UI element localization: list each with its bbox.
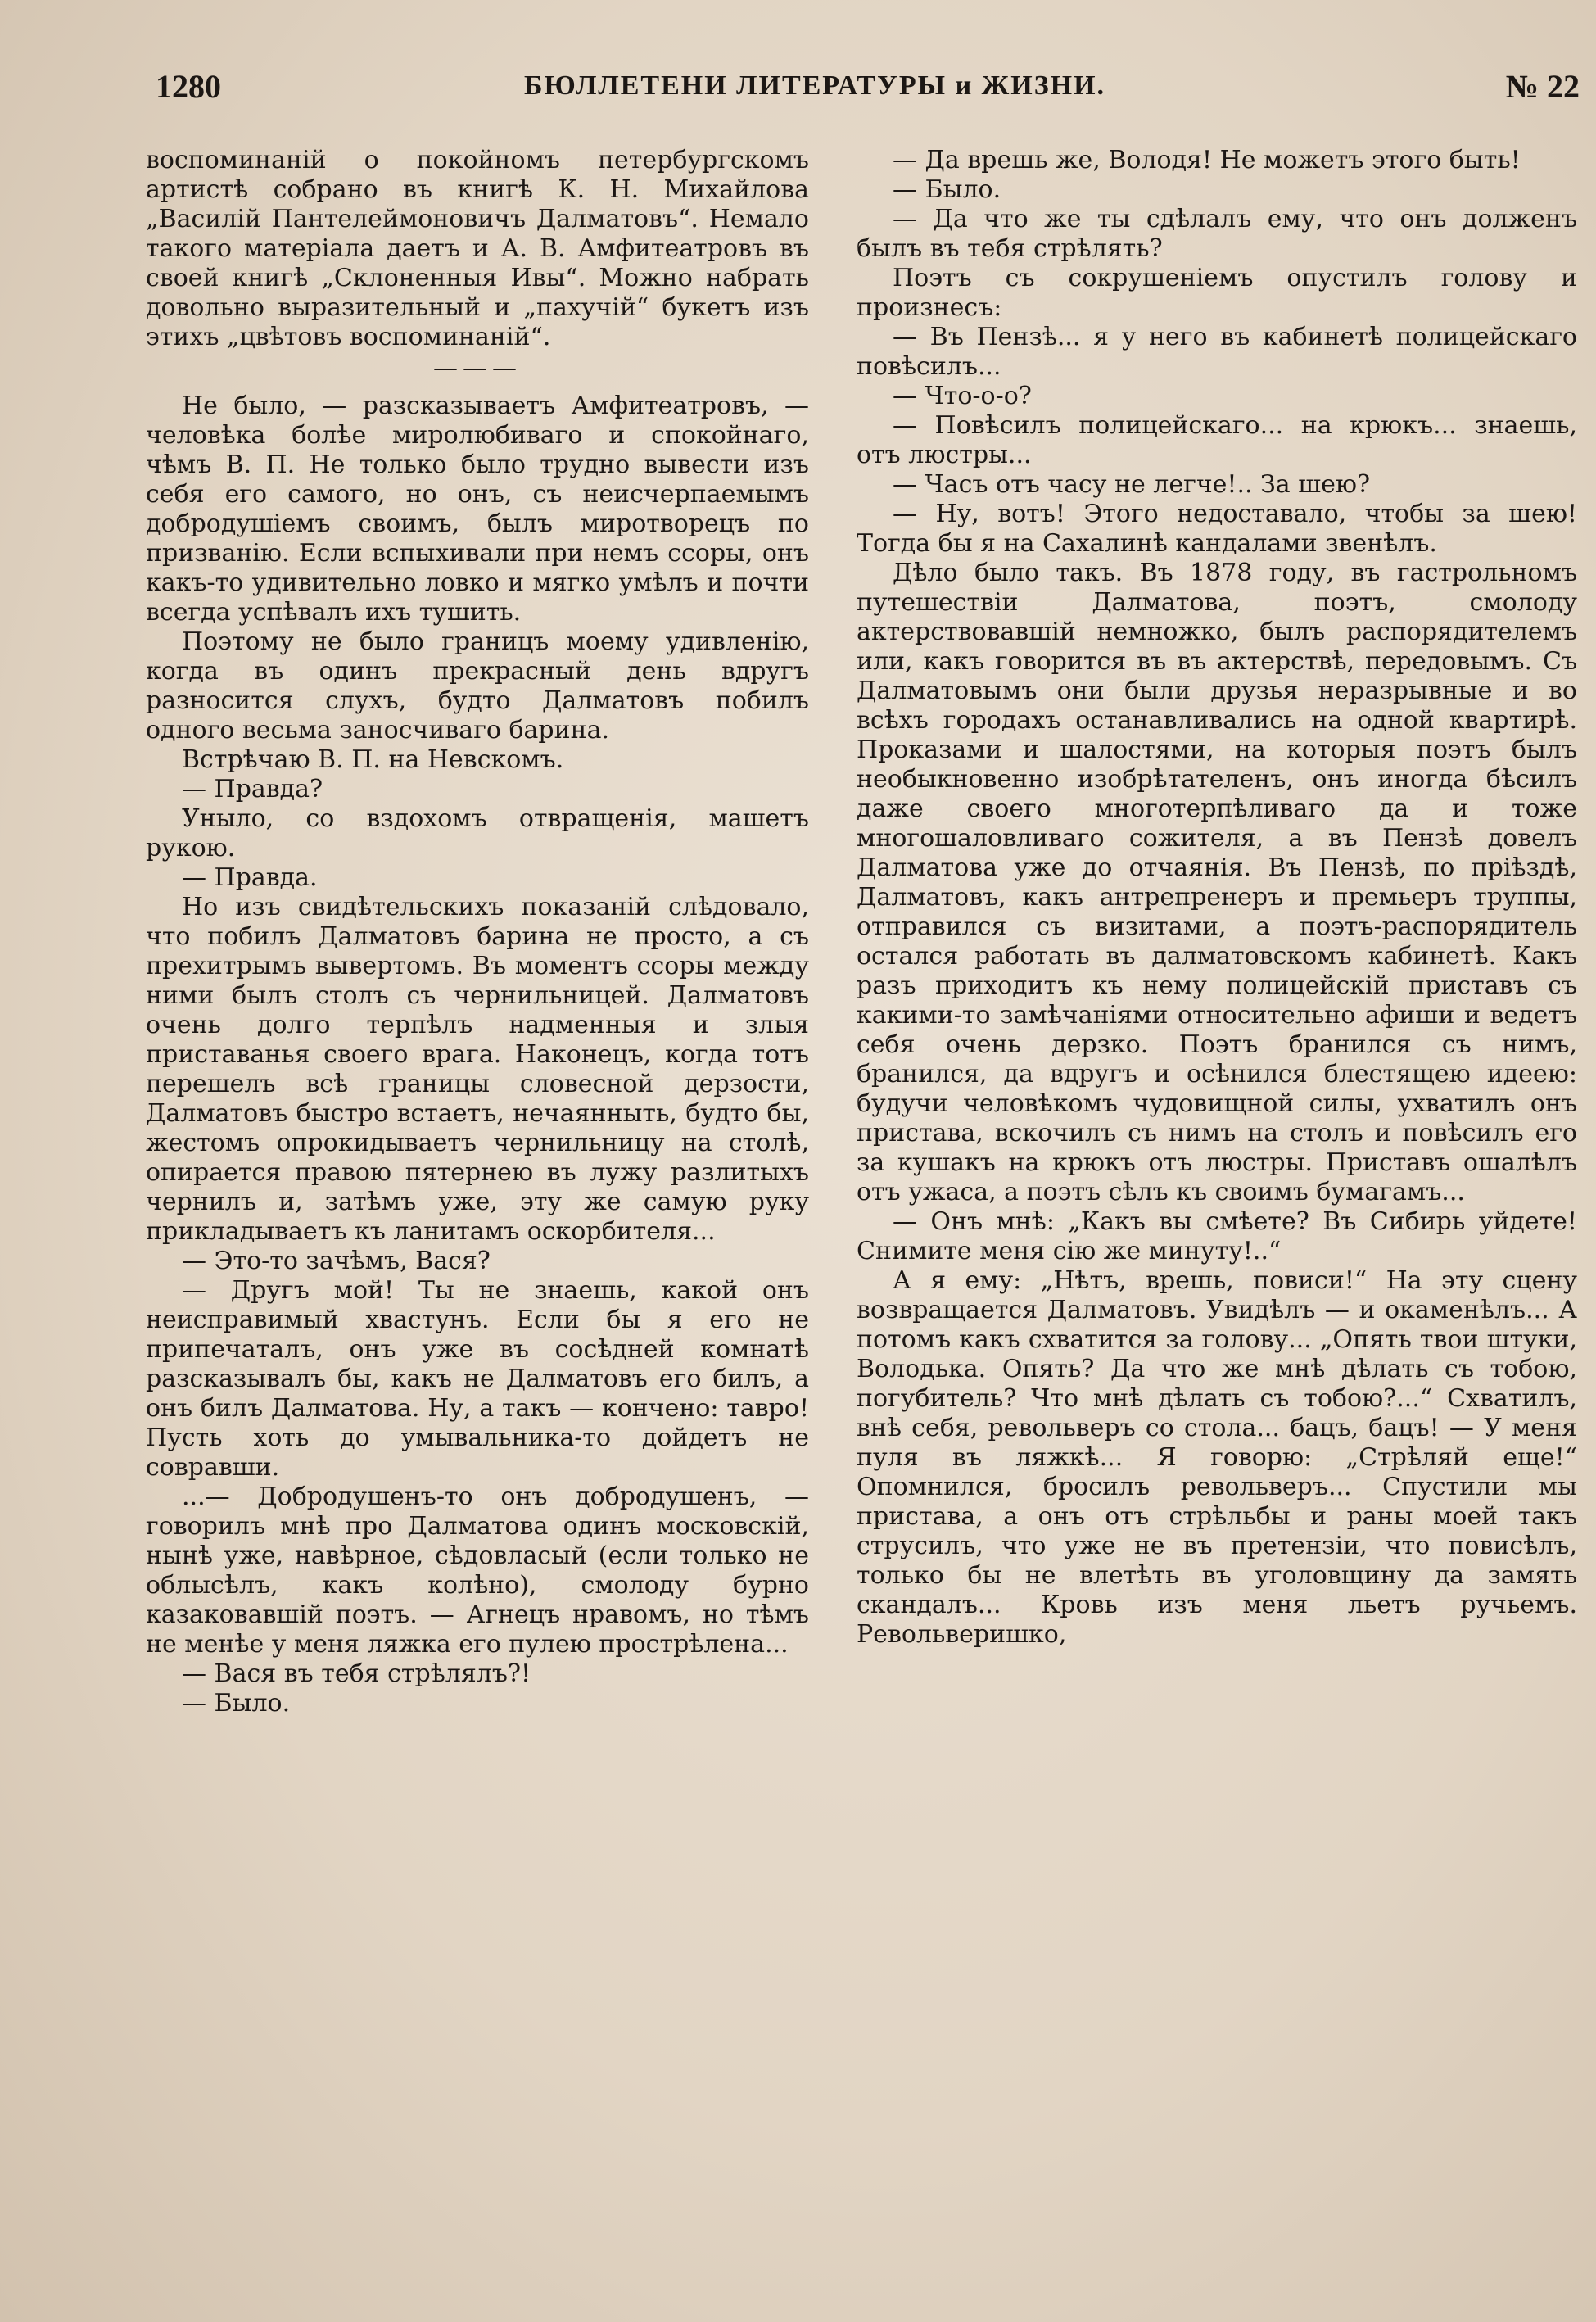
section-separator: ——— [433, 354, 522, 382]
dialogue-line: — Было. [893, 175, 1001, 204]
dialogue-line: — Вася въ тебя стрѣлялъ?! [182, 1659, 531, 1688]
paragraph: Поэтому не было границъ моему удивленію, когда въ одинъ прекрасный день вдругъ разносится слухъ, будто Далматовъ побилъ одного весьма заносчиваго барина. [146, 627, 809, 745]
dialogue-line: — Что-о-о? [893, 382, 1032, 410]
dialogue-line: — Да врешь же, Володя! Не можетъ этого быть! [893, 146, 1521, 174]
page-header [139, 67, 1580, 116]
paragraph: Дѣло было такъ. Въ 1878 году, въ гастрольномъ путешествіи Далматова, поэтъ, смолоду актерствовавшій немножко, былъ распорядителемъ или, какъ говорится въ въ актерствѣ, передовымъ. Съ Далматовымъ они были друзья неразрывные и во всѣхъ городахъ останавливались на одной квартирѣ. Проказами и шалостями, на которыя поэтъ былъ необыкновенно изобрѣтателенъ, онъ иногда бѣсилъ даже своего многотерпѣливаго да и тоже многошаловливаго сожителя, а въ Пензѣ довелъ Далматова уже до отчаянія. Въ Пензѣ, по пріѣздѣ, Далматовъ, какъ антрепренеръ и премьеръ труппы, отправился съ визитами, а поэтъ-распорядитель остался работать въ далматовскомъ кабинетѣ. Какъ разъ приходитъ къ нему полицейскій приставъ съ какими-то замѣчаніями относительно афиши и ведетъ себя очень дерзко. Поэтъ бранился съ нимъ, бранился, да вдругъ и осѣнился блестящею идеею: будучи человѣкомъ чудовищной силы, ухватилъ онъ пристава, вскочилъ съ нимъ на столъ и повѣсилъ его за кушакъ на крюкъ отъ люстры. Приставъ ошалѣлъ отъ ужаса, а поэтъ сѣлъ къ своимъ бумагамъ... [857, 559, 1577, 1206]
dialogue-line: — Онъ мнѣ: „Какъ вы смѣете? Въ Сибирь уйдете! Снимите меня сію же минуту!..“ [857, 1207, 1577, 1265]
paragraph: Не было, — разсказываетъ Амфитеатровъ, — человѣка болѣе миролюбиваго и спокойнаго, чѣмъ В. П. Не только было трудно вывести изъ себя его самого, но онъ, съ неисчерпаемымъ добродушіемъ своимъ, былъ миротворецъ по призванію. Если вспыхивали при немъ ссоры, онъ какъ-то удивительно ловко и мягко умѣлъ и почти всегда успѣвалъ ихъ тушить. [146, 392, 809, 627]
dialogue-line: — Ну, вотъ! Этого недоставало, чтобы за шею! Тогда бы я на Сахалинѣ кандалами звенѣлъ. [857, 500, 1577, 558]
dialogue-line: — Правда. [182, 863, 318, 892]
page-number: 1280 [156, 68, 221, 105]
paragraph: Уныло, со вздохомъ отвращенія, машетъ рукою. [146, 804, 809, 862]
paragraph: воспоминаній о покойномъ петербургскомъ артистѣ собрано въ книгѣ К. Н. Михайлова „Василій Пантелеймоновичъ Далматовъ“. Немало такого матеріала даетъ и А. В. Амфитеатровъ въ своей книгѣ „Склоненныя Ивы“. Можно набрать довольно выразительный и „пахучій“ букетъ изъ этихъ „цвѣтовъ воспоминаній“. [146, 146, 809, 351]
dialogue-line: — Это-то зачѣмъ, Вася? [182, 1247, 491, 1275]
paragraph: А я ему: „Нѣтъ, врешь, повиси!“ На эту сцену возвращается Далматовъ. Увидѣлъ — и окаменѣлъ... А потомъ какъ схватится за голову... „Опять твои штуки, Володька. Опять? Да что же мнѣ дѣлать съ тобою, погубитель? Что мнѣ дѣлать съ тобою?...“ Схватилъ, внѣ себя, револьверъ со стола... бацъ, бацъ! — У меня пуля въ ляжкѣ... Я говорю: „Стрѣляй еще!“ Опомнился, бросилъ револьверъ... Спустили мы пристава, а онъ отъ стрѣльбы и раны моей такъ струсилъ, что уже не въ претензіи, что повисѣлъ, только бы не влетѣть въ уголовщину да замять скандалъ... Кровь изъ меня льетъ ручьемъ. Револьверишко, [857, 1266, 1577, 1649]
left-column [146, 146, 809, 1718]
paragraph: ...— Добродушенъ-то онъ добродушенъ, — говорилъ мнѣ про Далматова одинъ московскій, нынѣ уже, навѣрное, сѣдовласый (если только не облысѣлъ, какъ колѣно), смолоду бурно казаковавшій поэтъ. — Агнецъ нравомъ, но тѣмъ не менѣе у меня ляжка его пулею прострѣлена... [146, 1482, 809, 1659]
dialogue-line: — Другъ мой! Ты не знаешь, какой онъ неисправимый хвастунъ. Если бы я его не припечаталъ, онъ уже въ сосѣдней комнатѣ разсказывалъ бы, какъ не Далматовъ его билъ, а онъ билъ Далматова. Ну, а такъ — кончено: тавро! Пусть хоть до умывальника-то дойдетъ не совравши. [146, 1276, 809, 1482]
right-column [857, 146, 1577, 1650]
dialogue-line: — Въ Пензѣ... я у него въ кабинетѣ полицейскаго повѣсилъ... [857, 323, 1577, 381]
dialogue-line: — Да что же ты сдѣлалъ ему, что онъ долженъ былъ въ тебя стрѣлять? [857, 205, 1577, 263]
journal-title: БЮЛЛЕТЕНИ ЛИТЕРАТУРЫ и ЖИЗНИ. [524, 70, 1106, 101]
dialogue-line: — Было. [182, 1689, 291, 1718]
paragraph: Поэтъ съ сокрушеніемъ опустилъ голову и произнесъ: [857, 264, 1577, 322]
paragraph: Встрѣчаю В. П. на Невскомъ. [182, 745, 564, 774]
paragraph: Но изъ свидѣтельскихъ показаній слѣдовало, что побилъ Далматовъ барина не просто, а съ прехитрымъ вывертомъ. Въ моментъ ссоры между ними былъ столъ съ чернильницей. Далматовъ очень долго терпѣлъ надменныя и злыя приставанья своего врага. Наконецъ, когда тотъ перешелъ всѣ границы словесной дерзости, Далматовъ быстро встаетъ, нечаянныть, будто бы, жестомъ опрокидываетъ чернильницу на столѣ, опирается правою пятернею въ лужу разлитыхъ чернилъ и, затѣмъ уже, эту же самую руку прикладываетъ къ ланитамъ оскорбителя... [146, 893, 809, 1246]
issue-number: № 22 [1505, 68, 1580, 105]
dialogue-line: — Правда? [182, 775, 323, 803]
dialogue-line: — Повѣсилъ полицейскаго... на крюкъ... знаешь, отъ люстры... [857, 411, 1577, 469]
dialogue-line: — Часъ отъ часу не легче!.. За шею? [893, 470, 1371, 499]
